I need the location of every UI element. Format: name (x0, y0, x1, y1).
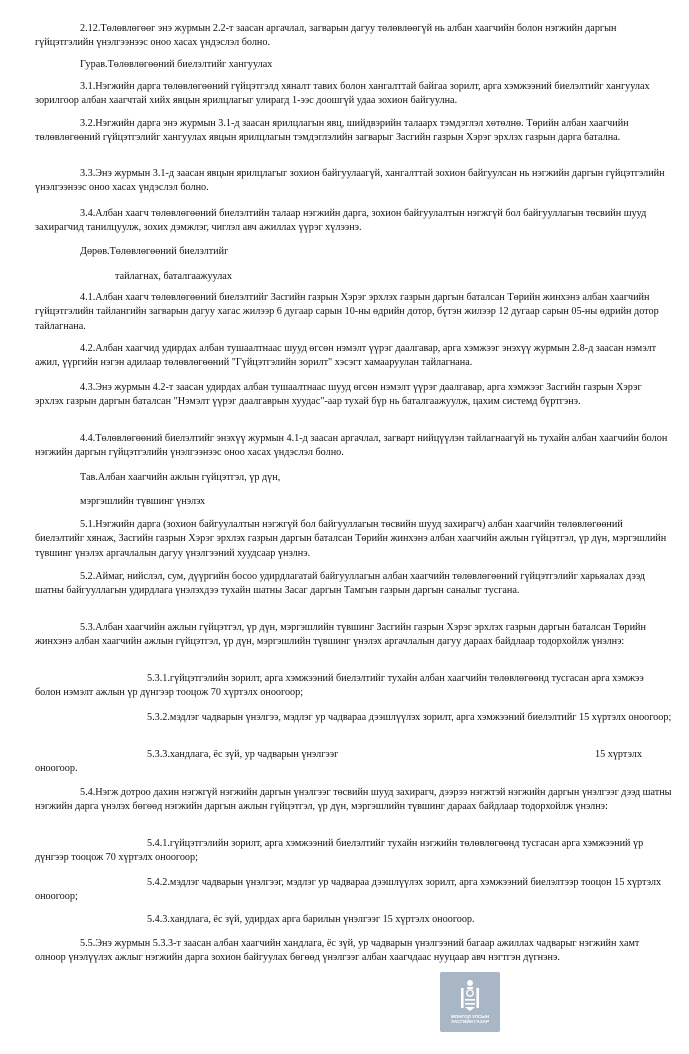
section-heading-4-line1: Дөрөв.Төлөвлөгөөний биелэлтийг (80, 246, 229, 257)
paragraph-3-1: 3.1.Нэгжийн дарга төлөвлөгөөний гүйцэтгэлд хяналт тавих болон хангалттай байгаа зорилт, арга хэмжээний биелэлтийг хангуулах зорилгоор албан хаагчтай хийх явцын ярилцлагыг улирагд 1-ээс доошгүй удаа зохион байгуулна. (35, 81, 650, 107)
paragraph-5-4-1: 5.4.1.гүйцэтгэлийн зорилт, арга хэмжээний биелэлтийг тухайн нэгжийн төлөвлөгөөнд тусгасан арга хэмжээний үр дүнгээр тооцож 70 хүртэлх оноогоор; (35, 838, 644, 864)
paragraph-5-1: 5.1.Нэгжийн дарга (зохион байгуулалтын нэгжгүй бол байгууллагын төсвийн шууд захирагч) албан хаагчийн төлөвлөгөөний биелэлтийг хянаж, Засгийн газрын Хэрэг эрхлэх газрын даргын баталсан Төрийн жинхэнэ албан хаагчийн ажлын гүйцэтгэл, үр дүн, мэргэшлийн түвшинг үнэлэх аргачлалын дагуу үнэлгээний хуудсаар үнэлнэ. (35, 519, 667, 559)
paragraph-5-3-3-points: 15 хүртэлх (595, 749, 642, 760)
paragraph-5-2: 5.2.Аймаг, нийслэл, сум, дүүргийн босоо удирдлагатай байгууллагын албан хаагчийн төлөвлөгөөний гүйцэтгэлийг харьяалах дээд шатны байгууллагын удирдлага үнэлэхдээ тухайн шатны Засаг даргын Тамгын газрын даргын саналыг тусгана. (35, 571, 645, 597)
section-heading-5-line1: Тав.Албан хаагчийн ажлын гүйцэтгэл, үр дүн, (80, 472, 281, 483)
soyombo-emblem-icon (457, 978, 483, 1012)
paragraph-5-5: 5.5.Энэ журмын 5.3.3-т заасан албан хаагчийн хандлага, ёс зүй, ур чадварын үнэлгээний багаар ажиллах чадварыг нэгжийн хамт олноор үнэлүүлэх ажлыг нэгжийн дарга зохион байгуулах бөгөөд үнэлгээг албан хаагчдаас нууцаар авч нэгтгэн дүгнэнэ. (35, 938, 640, 964)
paragraph-5-4-2: 5.4.2.мэдлэг чадварын үнэлгээг, мэдлэг ур чадвараа дээшлүүлэх зорилт, арга хэмжээний биелэлтээр тооцон 15 хүртэлх оноогоор; (35, 877, 662, 903)
paragraph-5-3-2: 5.3.2.мэдлэг чадварын үнэлгээ, мэдлэг ур чадвараа дээшлүүлэх зорилт, арга хэмжээний биелэлтийг 15 хүртэлх оноогоор; (147, 712, 672, 723)
emblem-caption-line1: МОНГОЛ УЛСЫН (450, 1014, 490, 1019)
paragraph-5-3-3-line2: оноогоор. (35, 763, 78, 774)
emblem-caption-line2: ЗАСГИЙН ГАЗАР (450, 1019, 490, 1025)
paragraph-2-12: 2.12.Төлөвлөгөөг энэ журмын 2.2-т заасан аргачлал, загварын дагуу төлөвлөөгүй нь албан хаагчийн болон нэгжийн даргын гүйцэтгэлийн үнэлгээнээс оноо хасах үндэслэл болно. (35, 23, 617, 49)
paragraph-4-3: 4.3.Энэ журмын 4.2-т заасан удирдах албан тушаалтнаас шууд өгсөн нэмэлт үүрэг даалгавар, арга хэмжээг Засгийн газрын Хэрэг эрхлэх газрын даргын баталсан "Нэмэлт үүрэг даалгаврын хуудас"-аар тухай бүр нь баталгаажуулж, цахим системд бүртгэнэ. (35, 382, 642, 408)
section-heading-3: Гурав.Төлөвлөгөөний биелэлтийг хангуулах (80, 59, 273, 70)
emblem-caption (451, 1014, 489, 1025)
paragraph-4-4: 4.4.Төлөвлөгөөний биелэлтийг энэхүү журмын 4.1-д заасан аргачлал, загварт нийцүүлэн тайлагнаагүй нь тухайн албан хаагчийн болон нэгжийн даргын гүйцэтгэлийн үнэлгээнээс оноо хасах үндэслэл болно. (35, 433, 668, 459)
paragraph-5-3-3-text: 5.3.3.хандлага, ёс зүй, ур чадварын үнэлгээг (147, 749, 339, 760)
section-heading-4-line2: тайлагнах, баталгаажуулах (115, 271, 232, 282)
paragraph-5-4: 5.4.Нэгж дотроо дахин нэгжгүй нэгжийн даргын үнэлгээг төсвийн шууд захирагч, дээрээ нэгжтэй нэгжийн даргын үнэлгээг дээд шатны нэгжийн дарга үнэлэх бөгөөд нэгжийн даргын ажлын гүйцэтгэл, үр дүн, мэргэшлийн түвшинг дараах байдлаар тодорхойлж үнэлнэ: (35, 787, 672, 813)
paragraph-5-3: 5.3.Албан хаагчийн ажлын гүйцэтгэл, үр дүн, мэргэшлийн түвшинг Засгийн газрын Хэрэг эрхлэх газрын даргын баталсан Төрийн жинхэнэ албан хаагчийн ажлын гүйцэтгэл, үр дүн, мэргэшлийн түвшинг үнэлэх аргачлалын дагуу дараах байдлаар тодорхойлж үнэлнэ: (35, 622, 646, 648)
paragraph-5-4-3: 5.4.3.хандлага, ёс зүй, удирдах арга барилын үнэлгээг 15 хүртэлх оноогоор. (147, 914, 475, 925)
paragraph-5-3-1: 5.3.1.гүйцэтгэлийн зорилт, арга хэмжээний биелэлтийг тухайн албан хаагчийн төлөвлөгөөнд тусгасан арга хэмжээ болон нэмэлт ажлын үр дүнгээр тооцож 70 хүртэлх оноогоор; (35, 673, 644, 699)
paragraph-3-2: 3.2.Нэгжийн дарга энэ журмын 3.1-д заасан ярилцлагын явц, шийдвэрийн талаарх тэмдэглэл хөтөлнө. Төрийн албан хаагчийн төлөвлөгөөний гүйцэтгэлийг хангуулах явцын ярилцлагын тэмдэглэлийн загварыг Засгийн газрын Хэрэг эрхлэх газрын дарга батална. (35, 118, 629, 144)
paragraph-4-2: 4.2.Албан хаагчид удирдах албан тушаалтнаас шууд өгсөн нэмэлт үүрэг даалгавар, арга хэмжээг энэхүү журмын 2.8-д заасан нэмэлт ажил, үүргийн нэгэн адилаар төлөвлөгөөний "Гүйцэтгэлийн зорилт" хэсэгт хамааруулан тайлагнана. (35, 343, 657, 369)
paragraph-3-3: 3.3.Энэ журмын 3.1-д заасан явцын ярилцлагыг зохион байгуулаагүй, хангалттай зохион байгуулсан нь нэгжийн даргын гүйцэтгэлийн үнэлгээнээс оноо хасах үндэслэл болно. (35, 168, 665, 194)
paragraph-4-1: 4.1.Албан хаагч төлөвлөгөөний биелэлтийг Засгийн газрын Хэрэг эрхлэх газрын даргын баталсан Төрийн жинхэнэ албан хаагчийн гүйцэтгэлийн тайлангийн загварын дагуу хагас жилээр 6 дугаар сарын 10-ны өдрийн дотор, бүтэн жилээр 12 дугаар сарын 05-ны өдрийн дотор тайлагнана. (35, 292, 659, 332)
paragraph-3-4: 3.4.Албан хаагч төлөвлөгөөний биелэлтийн талаар нэгжийн дарга, зохион байгуулалтын нэгжгүй бол байгууллагын төсвийн шууд захирагчид танилцуулж, зохих дэмжлэг, чиглэл авч ажиллах үүрэг хүлээнэ. (35, 208, 647, 234)
paragraph-5-3-3-line1 (35, 748, 672, 763)
section-heading-5-line2: мэргэшлийн түвшинг үнэлэх (80, 496, 206, 507)
government-emblem-logo (440, 972, 500, 1032)
